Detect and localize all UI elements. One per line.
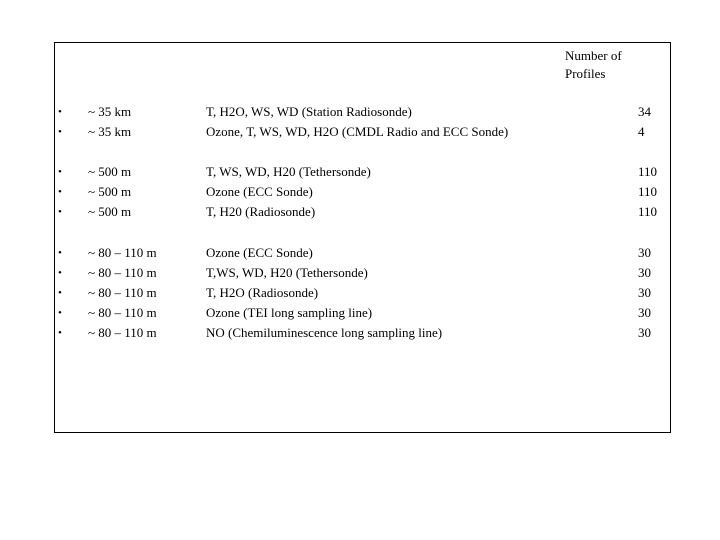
bullet-icon: • xyxy=(58,166,62,178)
bullet-icon: • xyxy=(58,327,62,339)
table-row xyxy=(0,303,720,323)
profile-count: 30 xyxy=(638,245,651,260)
measurement-description: T, H20 (Radiosonde) xyxy=(206,204,316,219)
profile-count: 110 xyxy=(638,184,658,199)
table-row xyxy=(0,102,720,122)
table-row xyxy=(0,202,720,222)
altitude-range: ~ 80 – 110 m xyxy=(88,285,157,300)
bullet-icon: • xyxy=(58,126,62,138)
table-row xyxy=(0,283,720,303)
table-frame xyxy=(54,42,671,433)
profile-count: 30 xyxy=(638,325,651,340)
measurement-description: T, WS, WD, H20 (Tethersonde) xyxy=(206,164,371,179)
profile-count: 30 xyxy=(638,285,651,300)
bullet-icon: • xyxy=(58,307,62,319)
measurement-description: Ozone (TEI long sampling line) xyxy=(206,305,373,320)
altitude-range: ~ 500 m xyxy=(88,164,132,179)
profile-count: 30 xyxy=(638,305,651,320)
measurement-description: T,WS, WD, H20 (Tethersonde) xyxy=(206,265,368,280)
measurement-description: Ozone (ECC Sonde) xyxy=(206,184,313,199)
table-row xyxy=(0,122,720,142)
profile-count: 30 xyxy=(638,265,651,280)
altitude-range: ~ 35 km xyxy=(88,104,132,119)
table-row xyxy=(0,182,720,202)
profiles-header-line1: Number of xyxy=(565,48,622,63)
profile-count: 34 xyxy=(638,104,651,119)
altitude-range: ~ 80 – 110 m xyxy=(88,265,157,280)
profiles-column-header xyxy=(565,47,622,83)
bullet-icon: • xyxy=(58,247,62,259)
bullet-icon: • xyxy=(58,106,62,118)
bullet-icon: • xyxy=(58,267,62,279)
altitude-range: ~ 500 m xyxy=(88,184,132,199)
profile-count: 4 xyxy=(638,124,645,139)
bullet-icon: • xyxy=(58,287,62,299)
measurement-description: Ozone (ECC Sonde) xyxy=(206,245,313,260)
bullet-icon: • xyxy=(58,206,62,218)
measurement-description: NO (Chemiluminescence long sampling line) xyxy=(206,325,443,340)
bullet-icon: • xyxy=(58,186,62,198)
profile-count: 110 xyxy=(638,164,658,179)
profiles-header-line2: Profiles xyxy=(565,66,606,81)
table-row xyxy=(0,323,720,343)
profile-count: 110 xyxy=(638,204,658,219)
altitude-range: ~ 80 – 110 m xyxy=(88,325,157,340)
altitude-range: ~ 80 – 110 m xyxy=(88,245,157,260)
altitude-range: ~ 500 m xyxy=(88,204,132,219)
measurement-description: Ozone, T, WS, WD, H2O (CMDL Radio and ECC Sonde) xyxy=(206,124,509,139)
altitude-range: ~ 35 km xyxy=(88,124,132,139)
table-row xyxy=(0,162,720,182)
table-row xyxy=(0,263,720,283)
measurement-description: T, H2O, WS, WD (Station Radiosonde) xyxy=(206,104,412,119)
altitude-range: ~ 80 – 110 m xyxy=(88,305,157,320)
table-row xyxy=(0,243,720,263)
measurement-description: T, H2O (Radiosonde) xyxy=(206,285,319,300)
